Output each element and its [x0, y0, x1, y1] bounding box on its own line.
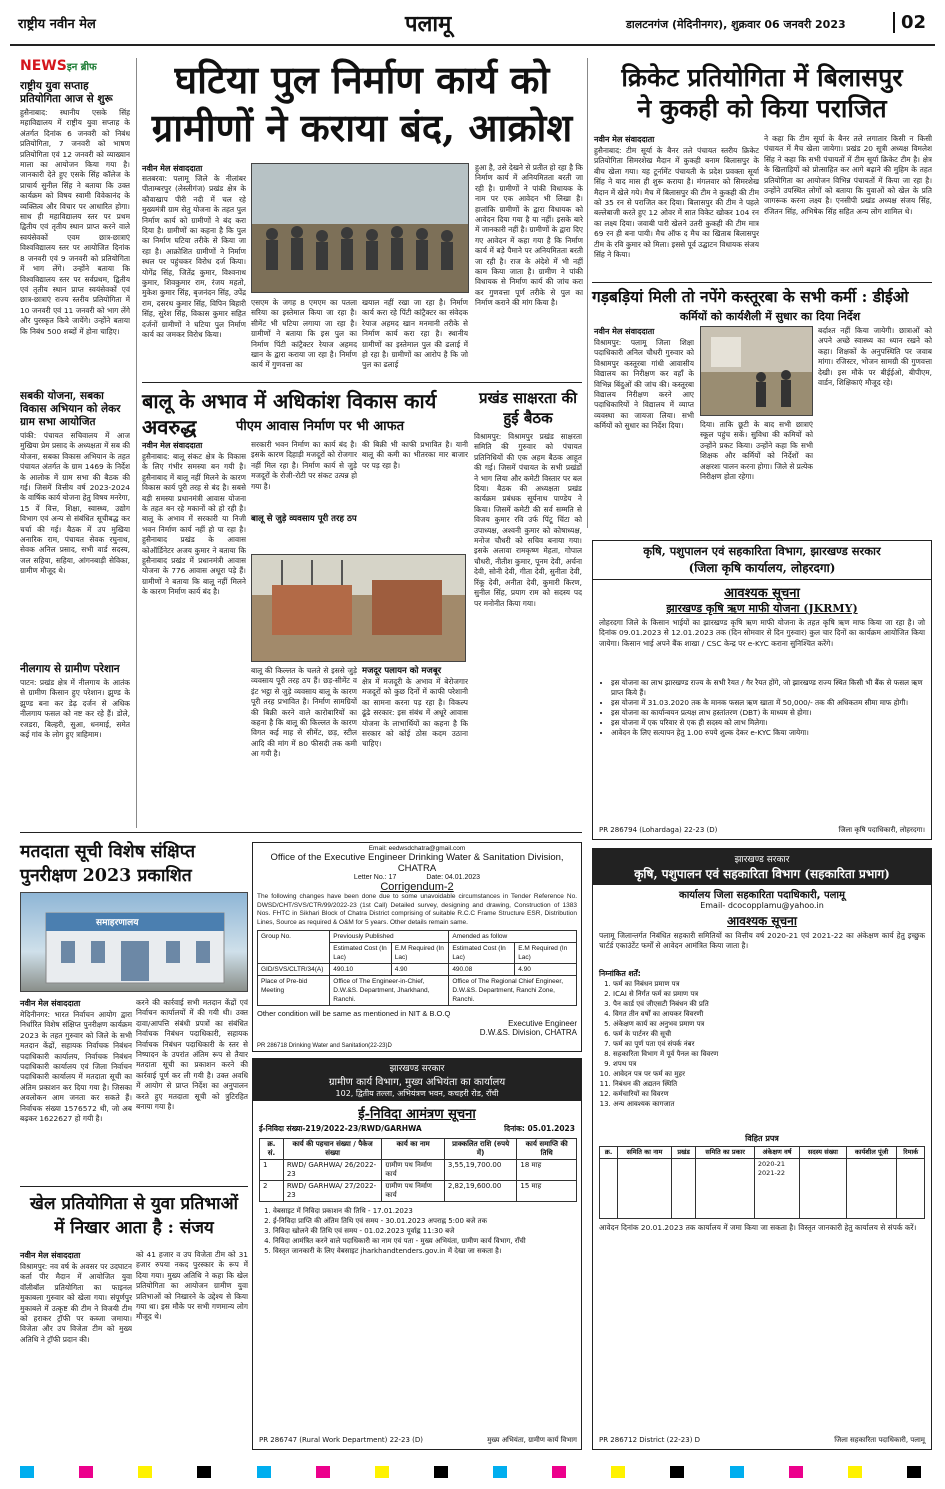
jkrmy-bullets [593, 678, 931, 796]
jkrmy-notice-ad [592, 540, 932, 840]
balu-subhead: पीएम आवास निर्माण पर भी आफत [235, 419, 405, 434]
photo-caption: समाहरणालय [96, 918, 139, 928]
lead-col-3: खयाल नहीं रखा जा रहा है। निर्माण कार्य करा रहे पिंटी कांट्रैक्टर का संवेदक रेयाज अहमद खान मनमानी तरीके से निर्माण कार्य करा रहा है। स्थानीय ग्रामीणों का इस्तेमाल पुल की ढलाई में हो रहा है। ग्रामीणों का आरोप है कि जो पुल का ढलाई [362, 298, 468, 370]
rwd-footer [259, 1436, 577, 1445]
kasturba-subhead: कर्मियों को कार्यशैली में सुधार का दिया निर्देश [679, 310, 861, 323]
corrigendum-note: Other condition will be same as mentioned in NIT & B.O.Q [257, 1009, 451, 1018]
balu-byline: नवीन मेल संवाददाता [142, 441, 203, 450]
sanjay-col-2: को 41 हजार व उप विजेता टीम को 31 हजार रुपया नकद पुरस्कार के रूप में दिया गया। मुख्य अतिथि ने कहा कि खेल प्रतियोगिता का आयोजन ग्रामीण युवा प्रतिभाओं को निखारने के उद्देश्य से किया गया था। इस मौके पर सभी गणमान्य लोग मौजूद थे। [136, 1250, 248, 1322]
coop-list-title: निम्नांकित शर्तें: [599, 969, 641, 978]
rwd-date: दिनांक: 05.01.2023 [504, 1124, 575, 1133]
news-brief-tag: NEWSइन ब्रीफ [20, 58, 97, 74]
coop-list-item: 10. आवेदन पत्र पर फर्म का मुहर [613, 1069, 923, 1079]
balu-headline: बालू के अभाव में अधिकांश विकास कार्य अवरुद्ध [142, 389, 437, 439]
dateline: डालटनगंज (मेदिनीनगर), शुक्रवार 06 जनवरी 2023 [626, 18, 846, 31]
brief-item [20, 80, 130, 386]
rwd-header-1: झारखण्ड सरकार [389, 1064, 445, 1074]
sub-col: E.M Required (In Lac) [515, 943, 577, 964]
coop-intro: पलामू जिलान्तर्गत निबंधित सहकारी समितियों का वित्तीय वर्ष 2020-21 एवं 2021-22 का अंकेक्षण कार्य हेतु इच्छुक चार्टर्ड एकाउंटेंट फर्मों से आवेदन आमंत्रित किया जाता है। [599, 931, 925, 951]
balu-col-2-subhead: बालू से जुड़े व्यवसाय पूरी तरह ठप [251, 514, 357, 524]
coop-bottom [599, 1436, 925, 1445]
color-registration-bar [20, 1466, 925, 1480]
jkrmy-footer-sign: जिला कृषि पदाधिकारी, लोहरदगा। [838, 826, 925, 834]
cell: GID/SVS/CLTR/34(A) [258, 964, 330, 976]
construction-site-photo [251, 554, 466, 662]
swatch [789, 1466, 803, 1478]
lead-col-2: एसएम के जगह 8 एमएम का पतला सरिया का इस्तेमाल किया जा रहा है। सीमेंट भी घटिया लगाया जा रहा है। ग्रामीणों ने बताया कि इस पुल का निर्माण पिंटी कांट्रैक्टर रेयाज अहमद खान के द्वारा कराया जा रहा है। निर्माण कार्य में गुणवत्ता का [251, 298, 357, 370]
rwd-header [253, 1059, 581, 1101]
swatch [552, 1466, 566, 1478]
section-rule [20, 832, 582, 833]
brief-title: सबकी योजना, सबका विकास अभियान को लेकर ग्राम सभा आयोजित [20, 390, 121, 428]
swatch [670, 1466, 684, 1478]
coop-list-item: 12. कर्मचारियों का विवरण [613, 1089, 923, 1099]
rwd-title: ई-निविदा आमंत्रण सूचना [358, 1107, 476, 1122]
brief-item [20, 663, 130, 778]
coop-title: आवश्यक सूचना [727, 914, 797, 928]
corrigendum-ref: PR 286718 Drinking Water and Sanitation(22-23)D [257, 1043, 392, 1049]
jkrmy-footer [599, 826, 925, 835]
corrigendum-email: Email: eedwsdchatra@gmail.com [368, 845, 466, 852]
coop-list-item: 2. ICAI से निर्गत फर्म का प्रमाण पत्र [613, 989, 923, 999]
col-id: कार्य की पहचान संख्या / पैकेज संख्या [283, 1139, 382, 1160]
corrigendum-ad [252, 842, 582, 1052]
coop-list-item: 1. फर्म का निबंधन प्रमाण पत्र [613, 979, 923, 989]
lead-col-4: हुआ है, उसे देखने से प्रतीत हो रहा है कि निर्माण कार्य में अनियमितता बरती जा रही है। ग्रामीणों ने पांकी विधायक के नाम पर एक आवेदन भी लिखा है। हालांकि ग्रामीणों के द्वारा विधायक को आवेदन दिया गया है या नहीं। इसके बारे में जानकारी नहीं है। ग्रामीणों के द्वारा दिए गए आवेदन में कहा गया है कि निर्माण कार्य में बड़े पैमाने पर अनियमितता बरती जा रही है। राज के अंदेशे में भी नहीं काम किया जाता है। ग्रामीण ने पांकी विधायक से निर्माण कार्य की जांच करा कर गुणवत्ता पूर्ण तरीके से पुल का निर्माण कराने की मांग किया है। [475, 163, 583, 308]
jkrmy-title: आवश्यक सूचना [724, 586, 800, 601]
table-row: 1 RWD/ GARHWA/ 26/2022-23 ग्रामीण पथ निर्माण कार्य 3,55,19,700.00 18 माह [260, 1160, 577, 1181]
coop-header [593, 849, 931, 885]
voter-headline: मतदाता सूची विशेष संक्षिप्त पुनरीक्षण 2023 प्रकाशित [20, 842, 196, 886]
rwd-ref: PR 286747 (Rural Work Department) 22-23 (D) [259, 1436, 423, 1444]
cell: 4.90 [515, 964, 577, 976]
jkrmy-header [593, 541, 931, 580]
coop-table-title: विहित प्रपत्र [745, 1134, 779, 1143]
section-title: पलामू [405, 11, 452, 37]
lead-byline: नवीन मेल संवाददाता [142, 164, 203, 173]
sanjay-byline: नवीन मेल संवाददाता [20, 1251, 81, 1260]
jkrmy-footer-ref: PR 286794 (Lohardaga) 22-23 (D) [599, 826, 718, 834]
sub-col: Estimated Cost (In Lac) [330, 943, 391, 964]
cell: Place of Pre-bid Meeting [258, 976, 330, 1006]
coop-notice-ad [592, 848, 932, 1450]
swatch [848, 1466, 862, 1478]
coop-header-1: झारखण्ड सरकार [734, 855, 790, 865]
swatch [375, 1466, 389, 1478]
jkrmy-bullet: • इस योजना का लाभ झारखण्ड राज्य के सभी रैयत / गैर रैयत होंगे, जो झारखण्ड राज्य स्थित किसी भी बैंक से फसल ऋण प्राप्त किये हैं। [611, 678, 923, 698]
balu-col-2-text: सरकारी भवन निर्माण का कार्य बंद है। इसके कारण दिहाड़ी मजदूरों को रोजगार नहीं मिल रहा है। निर्माण कार्य से जुड़े मजदूरों के रोजी-रोटी पर संकट उत्पन्न हो गया है। [251, 440, 357, 491]
voter-byline: नवीन मेल संवाददाता [20, 999, 81, 1008]
cricket-byline: नवीन मेल संवाददाता [594, 135, 655, 144]
brief-body: पाटन: प्रखंड क्षेत्र में नीलगाय के आतंक से ग्रामीण किसान हुए परेशान। झुण्ड के झुण्ड बना कर डेढ़ दर्जन से अधिक नीलगाय फसल को नष्ट कर रहे हैं। डोले, रजडरा, बिल्हरी, सुआ, धनमाई, समेत कई गांव के लोग हुए त्राहिमाम। [20, 678, 130, 740]
corrigendum-body: The following changes have been done due to some unavoidable circumstances in Tender Reference No. DWSD/CHT/SVS/CTR/99/2022-23 (1st Call) Detailed survey, designing and drawing, Construction of 1383 Nos. FHTC in Sikhari Block of Chatra District comprising of suitable R.C.C Frame Structure ESR, Distribution Lines, Source as required & O&M for 5 years. Other details remain same. [257, 893, 577, 926]
corrigendum-office: Office of the Executive Engineer Drinking Water & Sanitation Division, CHATRA [270, 852, 564, 874]
kasturba-col-3: बर्दाश्त नहीं किया जायेगी। छात्राओं को अपने अच्छे स्वास्थ्य का ध्यान रखने को कहा। शिक्षकों के अनुपस्थिति पर जवाब मांगा। रजिस्टर, भोजन सामग्री की गुणवत्ता देखी। इस मौके पर बीईईओ, बीपीएम, वार्डन, शिक्षिकाएं मौजूद रहे। [818, 326, 932, 388]
brief-item [20, 390, 130, 659]
balu-col-3-subhead: मजदूर पलायन को मजबूर [362, 666, 442, 676]
coop-email: Email- dcocopplamu@yahoo.in [700, 901, 824, 910]
cricket-col-1: हुसैनाबाद: टीम सूर्या के बैनर तले पंचायत स्तरीय क्रिकेट प्रतियोगिता सिमरशेख मैदान में कुकही बनाम बिलासपुर के बीच खेला गया। यह टूर्नामेंट पंचायती के प्रदेश प्रवक्ता सूर्या सिंह ने याद मास ही शुरू कराया है। मंगलवार को सिमरशेख मैदान में खेले गये। मैच में बिलासपुर की टीम ने कुकही की टीम को 35 रन से पराजित कर दिया। बिलासपुर की टीम ने पहले बल्लेबाजी करते हुए 12 ओवर में सात विकेट खोकर 104 रन का लक्ष्य दिया। जवाबी पारी खेलने उतरी कुकही की टीम मात्र 69 रन ही बना पायी। मैच ऑफ द मैच का खिताब बिलासपुर टीम के रवि कुमार को मिला। इससे पूर्व उद्घाटन विधायक संजय सिंह ने किया। [594, 146, 759, 260]
sanjay-col-1: विश्रामपुर: नव वर्ष के अवसर पर उदघाटन कर्ता पीर मैदान में आयोजित युवा वॉलीबॉल प्रतियोगिता का फाइनल मुकाबला गुरुवार को खेला गया। संपूर्णपुर मुकाबले में उत्कृष्ट की टीम ने विजयी टीम को हराकर ट्रॉफी पर कब्जा जमाया। विजेता और उप विजेता टीम को मुख्य अतिथि ने ट्रॉफी प्रदान की। [20, 1262, 132, 1344]
section-rule [592, 282, 932, 283]
col-group: Group No. [258, 931, 330, 964]
column-divider [136, 58, 137, 828]
swatch [907, 1466, 921, 1478]
rwd-note: 2. ई-निविदा प्राप्ति की अंतिम तिथि एवं समय - 30.01.2023 अपराह्न 5:00 बजे तक [273, 1216, 573, 1226]
voter-col-2: करने की कार्रवाई सभी मतदान केंद्रों एवं निर्वाचन कार्यालयों में की गयी थी। उक्त दावा/आपत्ति संबंधी प्रपत्रों का संबंधित निर्वाचक निबंधन पदाधिकारी, सहायक निर्वाचक निबंधन पदाधिकारी के स्तर से निष्पादन के उपरांत अंतिम रूप से तैयार मतदाता सूची का प्रकाशन करने की कार्रवाई पूर्ण कर ली गयी है। उक्त अवधि में आयोग से प्राप्त निर्देश का अनुपालन करते हुए मतदाता सूची को त्रुटिरहित बनाया गया है। [136, 998, 248, 1112]
lead-headline: घटिया पुल निर्माण कार्य को ग्रामीणों ने कराया बंद, आक्रोश [151, 57, 573, 150]
rwd-sign: मुख्य अभियंता, ग्रामीण कार्य विभाग [487, 1436, 577, 1444]
balu-col-3: की बिक्री भी काफी प्रभावित है। यानी बालू की कमी का भीतरका मार बाजार पर पड़ रहा है। [362, 440, 468, 470]
brief-body: पांकी: पंचायत सचिवालय में आज मुखिया प्रेम प्रसाद के अध्यक्षता में सब की योजना, सबका विकास अभियान के तहत पंचायत अंतर्गत के ग्राम 1469 के निर्देश के आलोक में ग्राम सभा की बैठक की गई। जिसमें वित्तीय वर्ष 2023-2024 के वार्षिक कार्य योजना हेतु विषय मनरेगा, 15 वें वित्त, शिक्षा, स्वास्थ्य, उद्योग विभाग एवं अन्य से संबंधित सूचीबद्ध कर चर्चा की गई। बैठक में उप मुखिया अनारिक राम, पंचायत सेवक रघुनाथ, सेवक अनिल प्रसाद, सभी वार्ड सदस्य, जल सहिया, सहिया, आंगनबाड़ी सेविका, ग्रामीण मौजूद थे। [20, 431, 130, 576]
swatch [79, 1466, 93, 1478]
col-amount: प्राक्कलित राशि (रुपये में) [444, 1139, 517, 1160]
cell: Office of The Regional Chief Engineer, D.W.&S. Department, Ranchi Zone, Ranchi. [449, 976, 577, 1006]
rwd-ref-row [253, 1122, 581, 1136]
jkrmy-bullet: • इस योजना का कार्यान्वयन प्रत्यक्ष लाभ हस्तांतरण (DBT) के माध्यम से होगा। [611, 708, 923, 718]
coop-list [593, 979, 931, 1129]
coop-list-item: 7. फर्म का पूर्ण पता एवं संपर्क नंबर [613, 1039, 923, 1049]
brief-body: हुसैनाबाद: स्थानीय एसके सिंह महाविद्यालय में राष्ट्रीय युवा सप्ताह के अंतर्गत दिनांक 6 जनवरी को निबंध प्रतियोगिता, 7 जनवरी को भाषण प्रतियोगिता एवं 12 जनवरी को व्याख्यान माला का आयोजन किया गया है। जानकारी देते हुए एसके सिंह कॉलेज के प्राचार्य सुनील सिंह ने बताया कि उक्त कार्यक्रम को विषय स्वामी विवेकानंद के व्यक्तित्व और विचार पर आधारित होगा। साथ ही महाविद्यालय स्तर पर प्रथम द्वितीय एवं तृतीय स्थान प्राप्त करने वाले स्वयंसेवकों एवम छात्र-छात्राएं विश्वविद्यालय स्तर पर आयोजित दिनांक 8 जनवरी एवं 9 जनवरी को प्रतियोगिता में भाग लेंगे। उन्होंने बताया कि विश्वविद्यालय स्तर पर सर्वप्रथम, द्वितीय एवं तृतीय स्थान प्राप्त स्वयंसेवकों एवं छात्र-छात्राएं राज्य स्तरीय प्रतियोगिता में 10 जनवरी एवं 11 जनवरी को भाग लेंगे और पुरस्कृत किये जायेंगे। उन्होंने बताया कि निबंध 500 शब्दों में होना चाहिए। [20, 108, 130, 336]
coop-list-item: 9. शपथ पत्र [613, 1059, 923, 1069]
coop-list-item: 11. निबंधन की अद्यतन स्थिति [613, 1079, 923, 1089]
corrigendum-letter-row [257, 874, 577, 881]
corrigendum-table [257, 930, 577, 1006]
coop-header-2: कृषि, पशुपालन एवं सहकारिता विभाग (सहकारिता प्रभाग) [634, 867, 890, 881]
letter-date: Date: 04.01.2023 [426, 874, 481, 881]
jkrmy-body: लोहरदगा जिले के किसान भाईयों का झारखण्ड कृषि ऋण माफी योजना के तहत कृषि ऋण माफ किया जा रहा है। जो दिनांक 09.01.2023 से 12.01.2023 तक (दिन सोमवार से दिन गुरुवार) कुल चार दिनों का कार्यक्रम आयोजित किया जायेगा। किसान भाई अपने बैंक शाखा / CSC केन्द्र पर e-KYC कराना सुनिश्चित करेंगे। [599, 618, 925, 648]
swatch [434, 1466, 448, 1478]
cricket-headline: क्रिकेट प्रतियोगिता में बिलासपुर ने कुकही को किया पराजित [621, 63, 903, 123]
swatch [611, 1466, 625, 1478]
jkrmy-scheme: झारखण्ड कृषि ऋण माफी योजना (JKRMY) [666, 602, 858, 615]
masthead-rule [10, 44, 935, 46]
sanjay-headline: खेल प्रतियोगिता से युवा प्रतिभाओं में निखार आता है : संजय [30, 1194, 238, 1238]
balu-col-2-bottom: बालू की किल्लत के चलते से इससे जुड़े व्यवसाय पूरी तरह ठप हैं। छड़-सीमेंट व इंट भट्ठा से जुड़े व्यवसाय बालू के कारण पूरी तरह प्रभावित है। निर्माण सामग्रियों की बिक्री करने वाले कारोबारियों का कहना है कि बालू की किल्लत के कारण विगत कई माह से सीमेंट, छड़, स्टील आदि की मांग में 80 फीसदी तक कमी आ गयी है। [251, 666, 357, 759]
section-rule [20, 1186, 248, 1187]
kasturba-headline: गड़बड़ियां मिली तो नपेंगे कस्तूरबा के सभी कर्मी : डीईओ [592, 287, 909, 306]
balu-col-3-bottom [362, 666, 468, 828]
photo-construction-illustration [252, 555, 466, 662]
table-row: 2 RWD/ GARHWA/ 27/2022-23 ग्रामीण पथ निर्माण कार्य 2,82,19,600.00 15 माह [260, 1181, 577, 1202]
brief-title: राष्ट्रीय युवा सप्ताह प्रतियोगिता आज से शुरू [20, 80, 113, 105]
balu-col-2-top [251, 440, 357, 550]
photo-building-illustration [21, 893, 248, 992]
coop-list-item: 6. फर्म के पार्टनर की सूची [613, 1029, 923, 1039]
coop-list-item: 13. अन्य आवश्यक कागजात [613, 1099, 923, 1109]
sub-col: Estimated Cost (In Lac) [449, 943, 515, 964]
rwd-note: 4. निविदा आमंत्रित करने वाले पदाधिकारी का नाम एवं पता - मुख्य अभियंता, ग्रामीण कार्य विभाग, राँची [273, 1236, 573, 1246]
coop-header-3: कार्यालय जिला सहकारिता पदाधिकारी, पलामू [679, 890, 845, 901]
kasturba-col-1: विश्रामपुर: पलामू जिला शिक्षा पदाधिकारी अनिल चौधरी गुरुवार को विश्रामपुर कस्तूरबा गांधी आवासीय विद्यालय का निरीक्षण कर वहाँ के विभिन्न बिंदुओं की जांच की। कस्तूरबा विद्यालय निरीक्षण करने आए पदाधिकारियों ने विद्यालय में व्याप्त व्यवस्था का जायजा लिया। सभी कर्मियों को सुधार का निर्देश दिया। [594, 338, 694, 431]
cricket-col-2: ने कहा कि टीम सूर्या के बैनर तले लगातार किसी न किसी पंचायत में मैच खेला जायेगा। प्रखंड 20 सूत्री अध्यक्ष विमलेश सिंह ने कहा कि सभी पंचायतों में टीम सूर्या क्रिकेट टीम है। क्षेत्र के खिलाड़ियों को प्रोत्साहित कर आगे बढ़ाने की मुहिम के तहत प्रतियोगिता का आयोजन विभिन्न पंचायतों में किया जा रहा है। उन्होंने उपस्थित लोगों को बताया कि युवाओं को खेल के प्रति जागरूक करना लक्ष्य है। एनसीपी प्रखंड अध्यक्ष संजय सिंह, रंजितन सिंह, अभिषेक सिंह सहित अन्य लोग शामिल थे। [764, 134, 932, 216]
school-inspection-photo [700, 326, 813, 416]
jkrmy-bullet: • इस योजना में एक परिवार से एक ही सदस्य को लाभ मिलेगा। [611, 718, 923, 728]
coop-list-item: 8. सहकारिता विभाग में पूर्व पैनल का विवरण [613, 1049, 923, 1059]
kasturba-byline: नवीन मेल संवाददाता [594, 327, 655, 336]
cell: Office of The Engineer-in-Chief, D.W.&S. Department, Jharkhand, Ranchi. [330, 976, 449, 1006]
col-sn: क्र. सं. [260, 1139, 284, 1160]
swatch [493, 1466, 507, 1478]
letter-no: Letter No.: 17 [353, 874, 397, 881]
col-previous: Previously Published [330, 931, 449, 943]
news-brief-column [20, 58, 130, 828]
baithak-body: विश्रामपुर: विश्रामपुर प्रखंड साक्षरता समिति की गुरुवार को पंचायत प्रतिनिधियों की एक अहम बैठक आहूत की गई। जिसमें पंचायत के सभी प्रखंडों ने भाग लिया और कमेटी विस्तार पर बल दिया। बैठक की अध्यक्षता प्रखंड कार्यक्रम प्रबंधक सूर्यनाथ पाण्डेय ने किया। जिसमें कमेटी की सर्व सम्मति से विजय कुमार रवि उर्फ पिंटू चिंटा को उपाध्यक्ष, अश्वनी कुमार को कोषाध्यक्ष, मनोज चौधरी को सचिव बनाया गया। इसके अलावा रामकृष्ण मेहता, गोपाल चौधरी, नीतीश कुमार, पूनम देवी, अर्चना देवी, सोनी देवी, गीता देवी, सुनीता देवी, रिंकू देवी, अनीता देवी, कुमारी किरण, सुनील सिंह, प्रयाग राम को सदस्य पद पर मनोनीत किया गया। [474, 432, 582, 608]
kasturba-col-2: दिया। ताकि छूटी के बाद सभी छात्राएं स्कूल पहुंच सकें। सुविधा की कमियों को उन्होंने प्रकट किया। उन्होंने कहा कि सभी शिक्षक और कर्मियों को निर्देशों का अक्षरशः पालन करना होगा। जिले से प्रत्येक निरीक्षण होता रहेगा। [700, 420, 813, 482]
column-divider [587, 58, 588, 528]
voter-col-1: मेदिनीनगर: भारत निर्वाचन आयोग द्वारा निर्धारित विशेष संक्षिप्त पुनरीक्षण कार्यक्रम 2023 के तहत गुरुवार को जिले के सभी मतदान केंद्रों, सहायक निर्वाचक निबंधन पदाधिकारी कार्यालय, निर्वाचक निबंधन पदाधिकारी कार्यालय एवं जिला निर्वाचन पदाधिकारी कार्यालय में मतदाता सूची का अंतिम प्रकाशन कर दिया गया है। जिसका अवलोकन आम जनता कर सकते हैं। निर्वाचक संख्या 1576572 थी, जो अब बढ़कर 1622627 हो गयी है। [20, 1010, 132, 1124]
swatch [257, 1466, 271, 1478]
balu-col-1: हुसैनाबाद: बालू संकट क्षेत्र के विकास के लिए गंभीर समस्या बन गयी है। हुसैनाबाद में बालू नहीं मिलने के कारण विकास कार्य पूरी तरह से बंद है। सबसे बड़ी समस्या प्रधानमंत्री आवास योजना के तहत बन रहे मकानों को हो रही है। बालू के अभाव में सरकारी या निजी भवन निर्माण कार्य नहीं हो पा रहा है। हुसैनाबाद प्रखंड के आवास कोऑर्डिनेटर अजय कुमार ने बताया कि हुसैनाबाद प्रखंड में प्रधानमंत्री आवास योजना के 776 आवास अधूरा पड़े हैं। ग्रामीणों ने बताया कि बालू नहीं मिलने के कारण निर्माण कार्य बंद है। [142, 452, 246, 597]
baithak-headline: प्रखंड साक्षरता की हुई बैठक [478, 389, 578, 427]
sub-col: E.M Required (In Lac) [391, 943, 449, 964]
cell: 490.08 [449, 964, 515, 976]
swatch [730, 1466, 744, 1478]
photo-crowd-illustration [252, 164, 469, 293]
corrigendum-sign: Executive Engineer D.W.&S. Division, CHATRA [479, 1019, 577, 1037]
page-number: 02 [893, 12, 926, 33]
jkrmy-header-line1: कृषि, पशुपालन एवं सहकारिता विभाग, झारखण्ड सरकार [643, 544, 881, 558]
coop-ref: PR 286712 District (22-23) D [599, 1436, 701, 1444]
rwd-tender-ad [252, 1058, 582, 1450]
coop-footer: आवेदन दिनांक 20.01.2023 तक कार्यालय में जमा किया जा सकता है। विस्तृत जानकारी हेतु कार्यालय से संपर्क करें। [599, 1223, 917, 1232]
coop-table: क्र. समिति का नाम प्रखंड समिति का प्रकार अंकेक्षण वर्ष सदस्य संख्या कार्यशील पूंजी रिमार्क 2020-21 2021-22 [599, 1146, 925, 1219]
swatch [197, 1466, 211, 1478]
coop-list-item: 4. विगत तीन वर्षों का आयकर विवरणी [613, 1009, 923, 1019]
rwd-table [259, 1138, 577, 1202]
col-time: कार्य समाप्ति की तिथि [517, 1139, 577, 1160]
col-name: कार्य का नाम [382, 1139, 444, 1160]
bridge-protest-photo [251, 163, 469, 293]
collectorate-photo [20, 892, 248, 992]
photo-inspection-illustration [701, 327, 813, 416]
rwd-ref-no: ई-निविदा संख्या-219/2022-23/RWD/GARHWA [259, 1124, 422, 1133]
lead-col-1: सतबरवा: पलामू जिले के नीलांबर पीताम्बरपुर (लेस्लीगंज) प्रखंड क्षेत्र के कौवाखाप पीरी नदी में चल रहे मुख्यमंत्री ग्राम सेतु योजना के तहत पुल निर्माण कार्य को ग्रामीणों ने बंद करा दिया है। ग्रामीणों का कहना है कि पुल का निर्माण घटिया तरीके से किया जा रहा है। आक्रोशित ग्रामीणों ने निर्माण स्थल पर पहुंचकर विरोध दर्ज किया। योगेंद्र सिंह, जितेंद्र कुमार, विश्वनाथ कुमार, शिवकुमार राम, रंजय महतो, मुकेश कुमार सिंह, बृजनंदन सिंह, उपेंद्र राम, दसरथ कुमार सिंह, विपिन बिहारी सिंह, सुरेश सिंह, विकास कुमार सहित दर्जनों ग्रामीणों ने घटिया पुल निर्माण कार्य का जमकर विरोध किया। [142, 174, 246, 340]
rwd-notes [253, 1204, 581, 1354]
rwd-note: 5. विस्तृत जानकारी के लिए वेबसाइट jharkhandtenders.gov.in में देखा जा सकता है। [273, 1246, 573, 1256]
rwd-header-2: ग्रामीण कार्य विभाग, मुख्य अभियंता का कार्यालय [328, 1077, 506, 1088]
cell: 490.10 [330, 964, 391, 976]
swatch [20, 1466, 34, 1478]
col-amended: Amended as follow [449, 931, 577, 943]
balu-col-3-text: क्षेत्र में मजदूरी के अभाव में बेरोजगार मजदूरों को कुछ दिनों में काफी परेशानी का सामना करना पड़ रहा है। विकल्प ढूंढे सरकार: इस संबंध में अधूरे आवास योजना के लाभार्थियों का कहना है कि सरकार को कोई ठोस कदम उठाना चाहिए। [362, 677, 468, 749]
rwd-header-3: 102, द्वितीय तल्ला, अभियंत्रण भवन, कचहरी रोड, राँची [335, 1089, 499, 1098]
rwd-note: 3. निविदा खोलने की तिथि एवं समय - 01.02.2023 पूर्वाह्न 11:30 बजे [273, 1226, 573, 1236]
coop-list-item: 3. पैन कार्ड एवं जीएसटी निबंधन की प्रति [613, 999, 923, 1009]
table-row: 2020-21 2021-22 [600, 1159, 925, 1219]
cell: 4.90 [391, 964, 449, 976]
jkrmy-header-line2: (जिला कृषि कार्यालय, लोहरदगा) [688, 561, 836, 575]
swatch [138, 1466, 152, 1478]
jkrmy-bullet: • इस योजना में 31.03.2020 तक के मानक फसल ऋण खाता में 50,000/- तक की अधिकतम सीमा माफ होगी। [611, 698, 923, 708]
swatch [316, 1466, 330, 1478]
jkrmy-bullet: • आवेदन के लिए सत्यापन हेतु 1.00 रुपये शुल्क देकर e-KYC किया जायेगा। [611, 728, 923, 738]
masthead [0, 0, 945, 46]
corrigendum-title: Corrigendum-2 [380, 881, 454, 893]
masthead-logo: राष्ट्रीय नवीन मेल [18, 17, 96, 32]
brief-title: नीलगाय से ग्रामीण परेशान [20, 663, 120, 675]
section-rule [142, 382, 582, 383]
coop-list-item: 5. अंकेक्षण कार्य का अनुभव प्रमाण पत्र [613, 1019, 923, 1029]
coop-sign: जिला सहकारिता पदाधिकारी, पलामू [834, 1436, 925, 1444]
rwd-note: 1. वेबसाइट में निविदा प्रकाशन की तिथि - 17.01.2023 [273, 1206, 573, 1216]
